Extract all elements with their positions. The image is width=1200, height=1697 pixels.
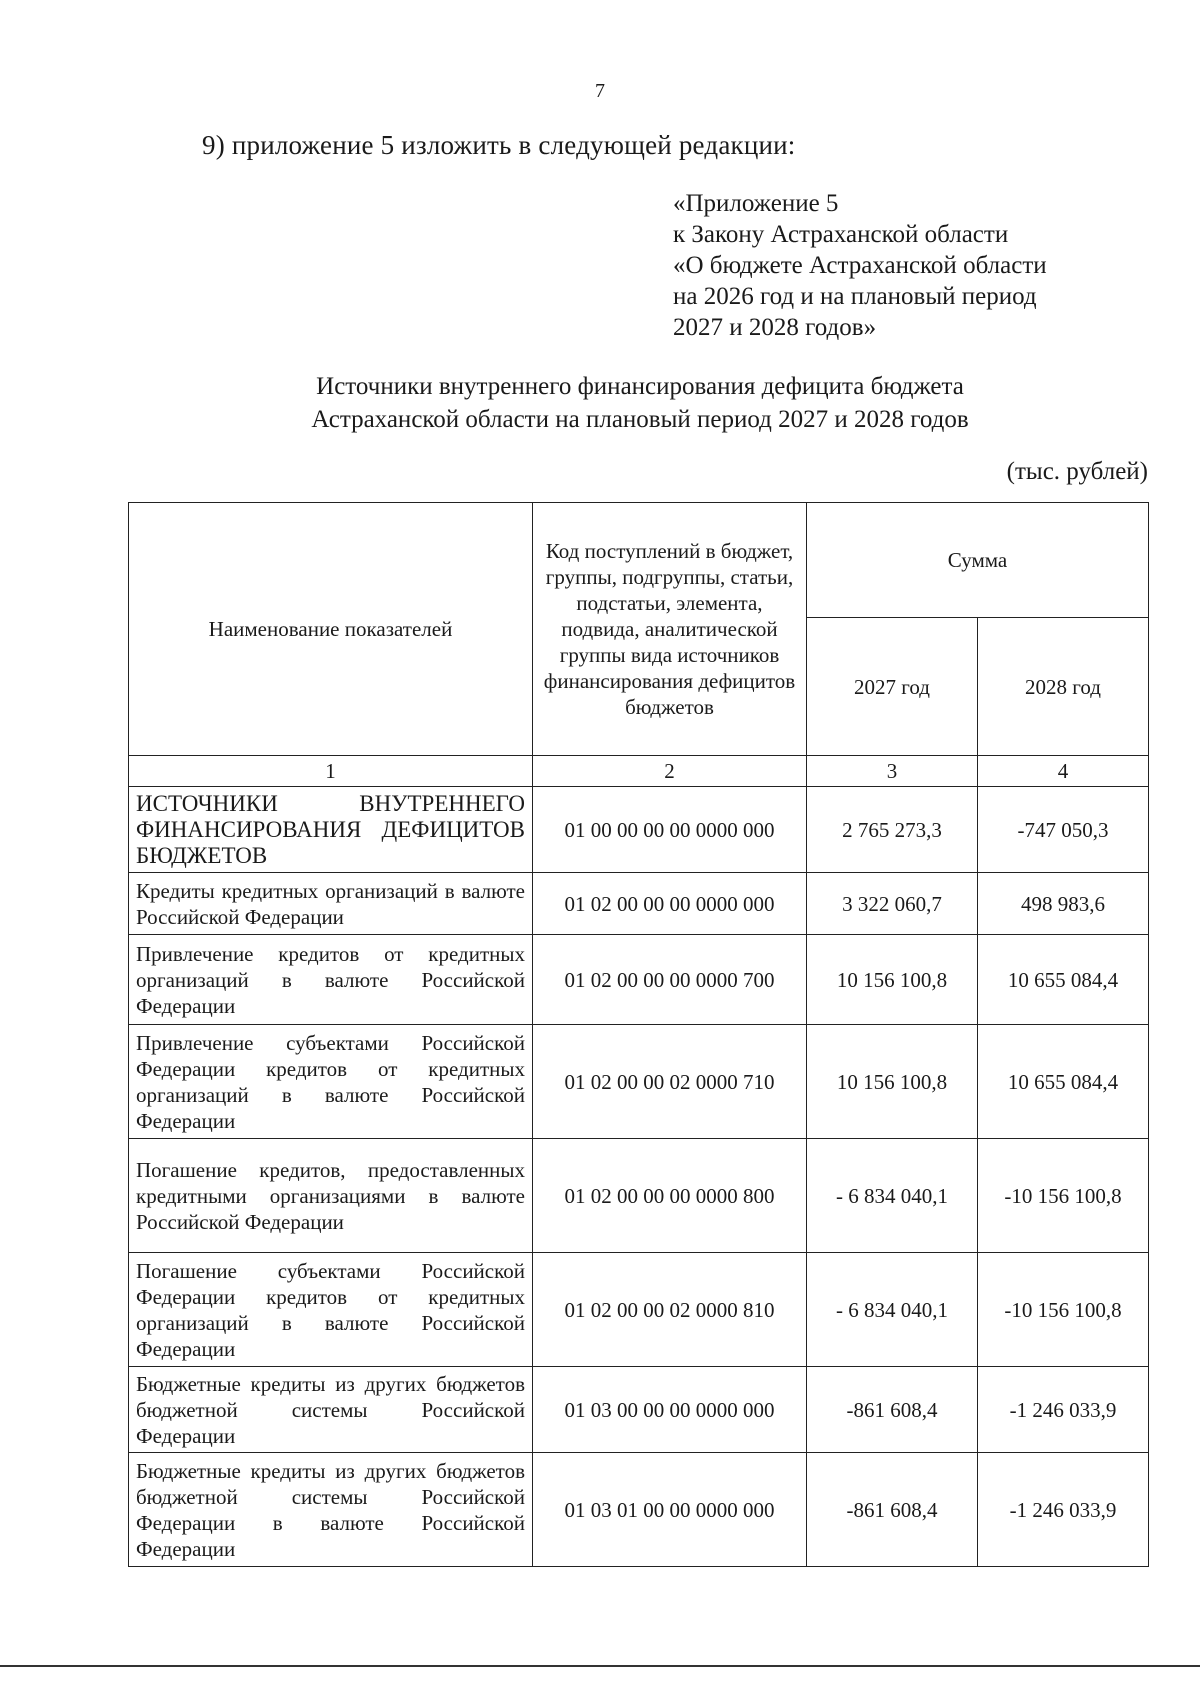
row-name: Бюджетные кредиты из других бюджетов бюджетной системы Российской Федерации в валюте Российской Федерации [129,1453,533,1567]
unit-label: (тыс. рублей) [1006,458,1148,485]
row-name: Бюджетные кредиты из других бюджетов бюджетной системы Российской Федерации [129,1367,533,1453]
table-row [129,1139,1149,1253]
row-value-2027: -861 608,4 [807,1367,978,1453]
title-line-1: Источники внутреннего финансирования дефицита бюджета [316,373,964,400]
row-code: 01 03 00 00 00 0000 000 [533,1367,807,1453]
page-number: 7 [595,80,605,102]
table-row [129,1453,1149,1567]
row-value-2027: 2 765 273,3 [807,787,978,873]
row-code: 01 02 00 00 00 0000 700 [533,935,807,1025]
footer-rule [0,1665,1200,1667]
intro-paragraph: 9) приложение 5 изложить в следующей редакции: [202,130,796,160]
row-code: 01 03 01 00 00 0000 000 [533,1453,807,1567]
column-number: 1 [129,756,533,787]
row-name: Погашение кредитов, предоставленных кредитными организациями в валюте Российской Федерации [129,1139,533,1253]
appendix-line: «О бюджете Астраханской области [673,252,1047,279]
row-value-2028: -10 156 100,8 [978,1253,1149,1367]
row-code: 01 00 00 00 00 0000 000 [533,787,807,873]
column-number: 3 [807,756,978,787]
row-value-2028: -10 156 100,8 [978,1139,1149,1253]
row-value-2027: 3 322 060,7 [807,873,978,935]
table-row [129,935,1149,1025]
row-name: Погашение субъектами Российской Федерации кредитов от кредитных организаций в валюте Российской Федерации [129,1253,533,1367]
financing-sources-table [128,502,1149,1567]
table-row [129,787,1149,873]
header-year-2028: 2028 год [978,618,1149,756]
row-code: 01 02 00 00 00 0000 000 [533,873,807,935]
row-value-2027: -861 608,4 [807,1453,978,1567]
appendix-line: к Закону Астраханской области [673,221,1009,248]
row-value-2027: - 6 834 040,1 [807,1253,978,1367]
header-row [129,503,1149,618]
appendix-line: 2027 и 2028 годов» [673,314,877,341]
table-row [129,1367,1149,1453]
row-value-2028: -1 246 033,9 [978,1453,1149,1567]
appendix-reference [673,188,1047,343]
appendix-line: на 2026 год и на плановый период [673,283,1037,310]
row-code: 01 02 00 00 00 0000 800 [533,1139,807,1253]
row-name: Привлечение кредитов от кредитных организаций в валюте Российской Федерации [129,935,533,1025]
row-value-2028: 10 655 084,4 [978,935,1149,1025]
table-row [129,1253,1149,1367]
row-value-2027: 10 156 100,8 [807,935,978,1025]
row-name: Кредиты кредитных организаций в валюте Российской Федерации [129,873,533,935]
column-numbers-row [129,756,1149,787]
row-name: ИСТОЧНИКИ ВНУТРЕННЕГО ФИНАНСИРОВАНИЯ ДЕФИЦИТОВ БЮДЖЕТОВ [129,787,533,873]
row-value-2028: -747 050,3 [978,787,1149,873]
row-value-2027: - 6 834 040,1 [807,1139,978,1253]
column-number: 2 [533,756,807,787]
header-code: Код поступлений в бюджет, группы, подгруппы, статьи, подстатьи, элемента, подвида, аналитической группы вида источников финансирования дефицитов бюджетов [533,503,807,756]
row-code: 01 02 00 00 02 0000 810 [533,1253,807,1367]
row-name: Привлечение субъектами Российской Федерации кредитов от кредитных организаций в валюте Российской Федерации [129,1025,533,1139]
row-value-2028: 498 983,6 [978,873,1149,935]
table-row [129,873,1149,935]
document-title [160,370,1120,436]
header-sum: Сумма [807,503,1149,618]
row-value-2028: 10 655 084,4 [978,1025,1149,1139]
column-number: 4 [978,756,1149,787]
title-line-2: Астраханской области на плановый период 2027 и 2028 годов [311,406,969,433]
table-row [129,1025,1149,1139]
header-year-2027: 2027 год [807,618,978,756]
row-value-2028: -1 246 033,9 [978,1367,1149,1453]
appendix-line: «Приложение 5 [673,190,839,217]
header-name: Наименование показателей [129,503,533,756]
row-value-2027: 10 156 100,8 [807,1025,978,1139]
row-code: 01 02 00 00 02 0000 710 [533,1025,807,1139]
